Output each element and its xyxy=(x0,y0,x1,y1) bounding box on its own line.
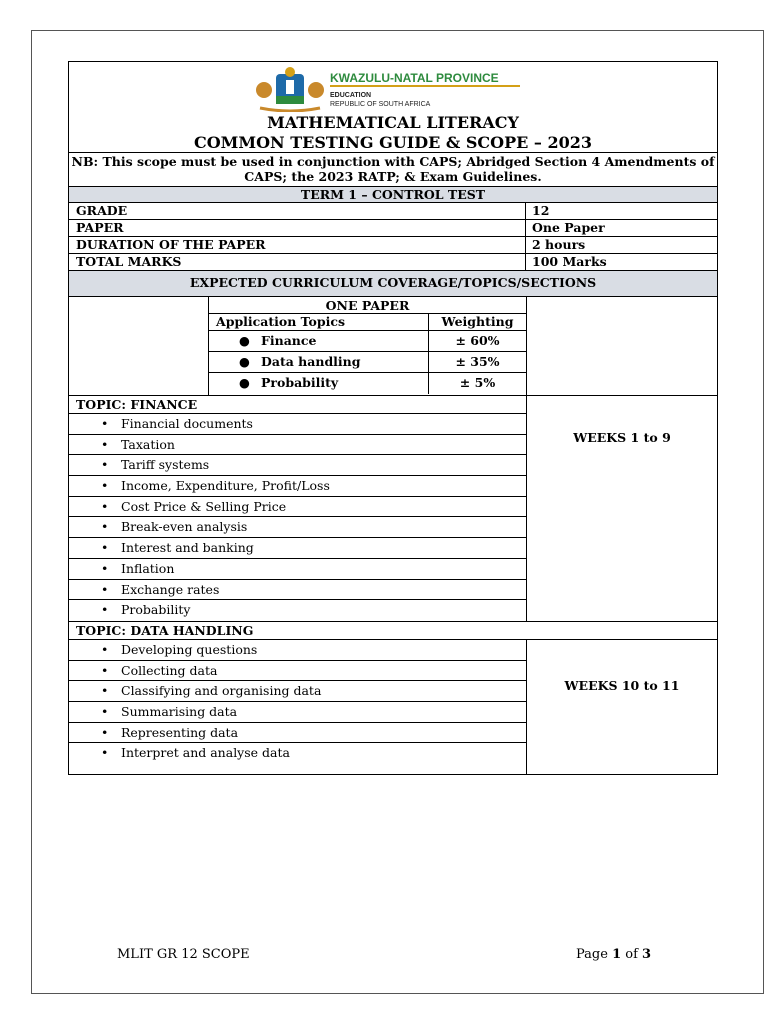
data-handling-weeks xyxy=(527,640,717,774)
info-row-duration xyxy=(69,237,717,254)
weighting-heading: ONE PAPER xyxy=(209,297,526,314)
weighting-topic: Data handling xyxy=(261,354,361,369)
bullet-icon: • xyxy=(101,416,109,431)
list-item: • Developing questions xyxy=(69,640,526,661)
list-item: • Collecting data xyxy=(69,661,526,682)
info-label: GRADE xyxy=(69,203,526,219)
finance-section xyxy=(69,396,717,622)
col-weighting: Weighting xyxy=(441,314,514,329)
document-subtitle: COMMON TESTING GUIDE & SCOPE – 2023 xyxy=(193,133,592,152)
list-item: • Income, Expenditure, Profit/Loss xyxy=(69,476,526,497)
document-header xyxy=(69,62,717,153)
bullet-icon: • xyxy=(101,560,109,576)
col-application-topics: Application Topics xyxy=(209,314,429,330)
list-item: • Taxation xyxy=(69,435,526,456)
term-band: TERM 1 – CONTROL TEST xyxy=(69,187,717,203)
weighting-value: ± 60% xyxy=(455,333,500,348)
info-label: PAPER xyxy=(69,220,526,236)
list-item: • Probability xyxy=(101,602,191,618)
bullet-icon: • xyxy=(101,581,109,597)
bullet-icon: • xyxy=(101,602,109,618)
logo-province: KWAZULU-NATAL PROVINCE xyxy=(330,71,499,85)
info-label: DURATION OF THE PAPER xyxy=(69,237,526,253)
bullet-icon: • xyxy=(101,724,109,740)
bullet-icon: • xyxy=(101,703,109,719)
info-row-grade xyxy=(69,203,717,220)
finance-list xyxy=(69,396,527,621)
info-value: One Paper xyxy=(532,220,605,235)
info-value: 100 Marks xyxy=(532,254,607,269)
bullet-icon: • xyxy=(101,436,109,452)
coverage-band: EXPECTED CURRICULUM COVERAGE/TOPICS/SECTIONS xyxy=(69,271,717,297)
list-item: • Exchange rates xyxy=(69,580,526,601)
list-item: • Cost Price & Selling Price xyxy=(69,497,526,518)
bullet-icon: ● xyxy=(239,375,250,390)
bullet-icon: • xyxy=(101,745,109,761)
empty-cell xyxy=(69,297,209,395)
footer-page-number: Page 1 of 3 xyxy=(576,947,652,962)
list-item: • Tariff systems xyxy=(69,455,526,476)
list-item: • Break-even analysis xyxy=(69,517,526,538)
weighting-header-row xyxy=(209,314,526,331)
bullet-icon: • xyxy=(101,457,109,473)
info-row-paper xyxy=(69,220,717,237)
weeks-label: WEEKS 1 to 9 xyxy=(573,430,671,445)
bullet-icon: • xyxy=(101,683,109,699)
finance-title: TOPIC: FINANCE xyxy=(69,396,526,414)
kzn-education-logo xyxy=(252,66,542,112)
nb-note: NB: This scope must be used in conjunction with CAPS; Abridged Section 4 Amendments of CAPS; the 2023 RATP; & Exam Guidelines. xyxy=(69,153,717,187)
weighting-table xyxy=(209,297,527,395)
weighting-row xyxy=(209,352,526,373)
weighting-value: ± 5% xyxy=(459,375,496,390)
bullet-icon: • xyxy=(101,662,109,678)
list-item: • Summarising data xyxy=(69,702,526,723)
info-label: TOTAL MARKS xyxy=(69,254,526,270)
bullet-icon: ● xyxy=(239,354,250,369)
info-value: 12 xyxy=(532,203,550,218)
list-item: • Classifying and organising data xyxy=(69,681,526,702)
paper-weighting-row xyxy=(69,297,717,396)
list-item: • Interest and banking xyxy=(69,538,526,559)
document-title: MATHEMATICAL LITERACY xyxy=(267,113,519,132)
bullet-icon: • xyxy=(101,540,109,556)
data-handling-section xyxy=(69,640,717,775)
weighting-topic: Probability xyxy=(261,375,339,390)
data-handling-title: TOPIC: DATA HANDLING xyxy=(69,622,717,640)
list-item: • Representing data xyxy=(69,723,526,744)
bullet-icon: • xyxy=(101,498,109,514)
empty-cell xyxy=(527,297,717,395)
scope-document xyxy=(68,61,718,775)
list-item: • Financial documents xyxy=(69,414,526,435)
info-value: 2 hours xyxy=(532,237,586,252)
coat-of-arms-icon xyxy=(256,67,324,111)
footer-doc-code: MLIT GR 12 SCOPE xyxy=(117,947,250,962)
list-item: • Inflation xyxy=(69,559,526,580)
bullet-icon: • xyxy=(101,478,109,494)
logo-education: EDUCATION xyxy=(330,92,372,99)
finance-weeks xyxy=(527,396,717,621)
bullet-icon: • xyxy=(101,641,109,657)
weighting-row xyxy=(209,373,526,394)
weeks-label: WEEKS 10 to 11 xyxy=(564,677,680,693)
weighting-topic: Finance xyxy=(261,333,317,348)
weighting-value: ± 35% xyxy=(455,354,500,369)
data-handling-list xyxy=(69,640,527,774)
info-row-marks xyxy=(69,254,717,271)
bullet-icon: • xyxy=(101,519,109,535)
logo-country: REPUBLIC OF SOUTH AFRICA xyxy=(330,101,431,108)
list-item: • Interpret and analyse data xyxy=(101,745,290,761)
bullet-icon: ● xyxy=(239,333,250,348)
weighting-row xyxy=(209,331,526,352)
